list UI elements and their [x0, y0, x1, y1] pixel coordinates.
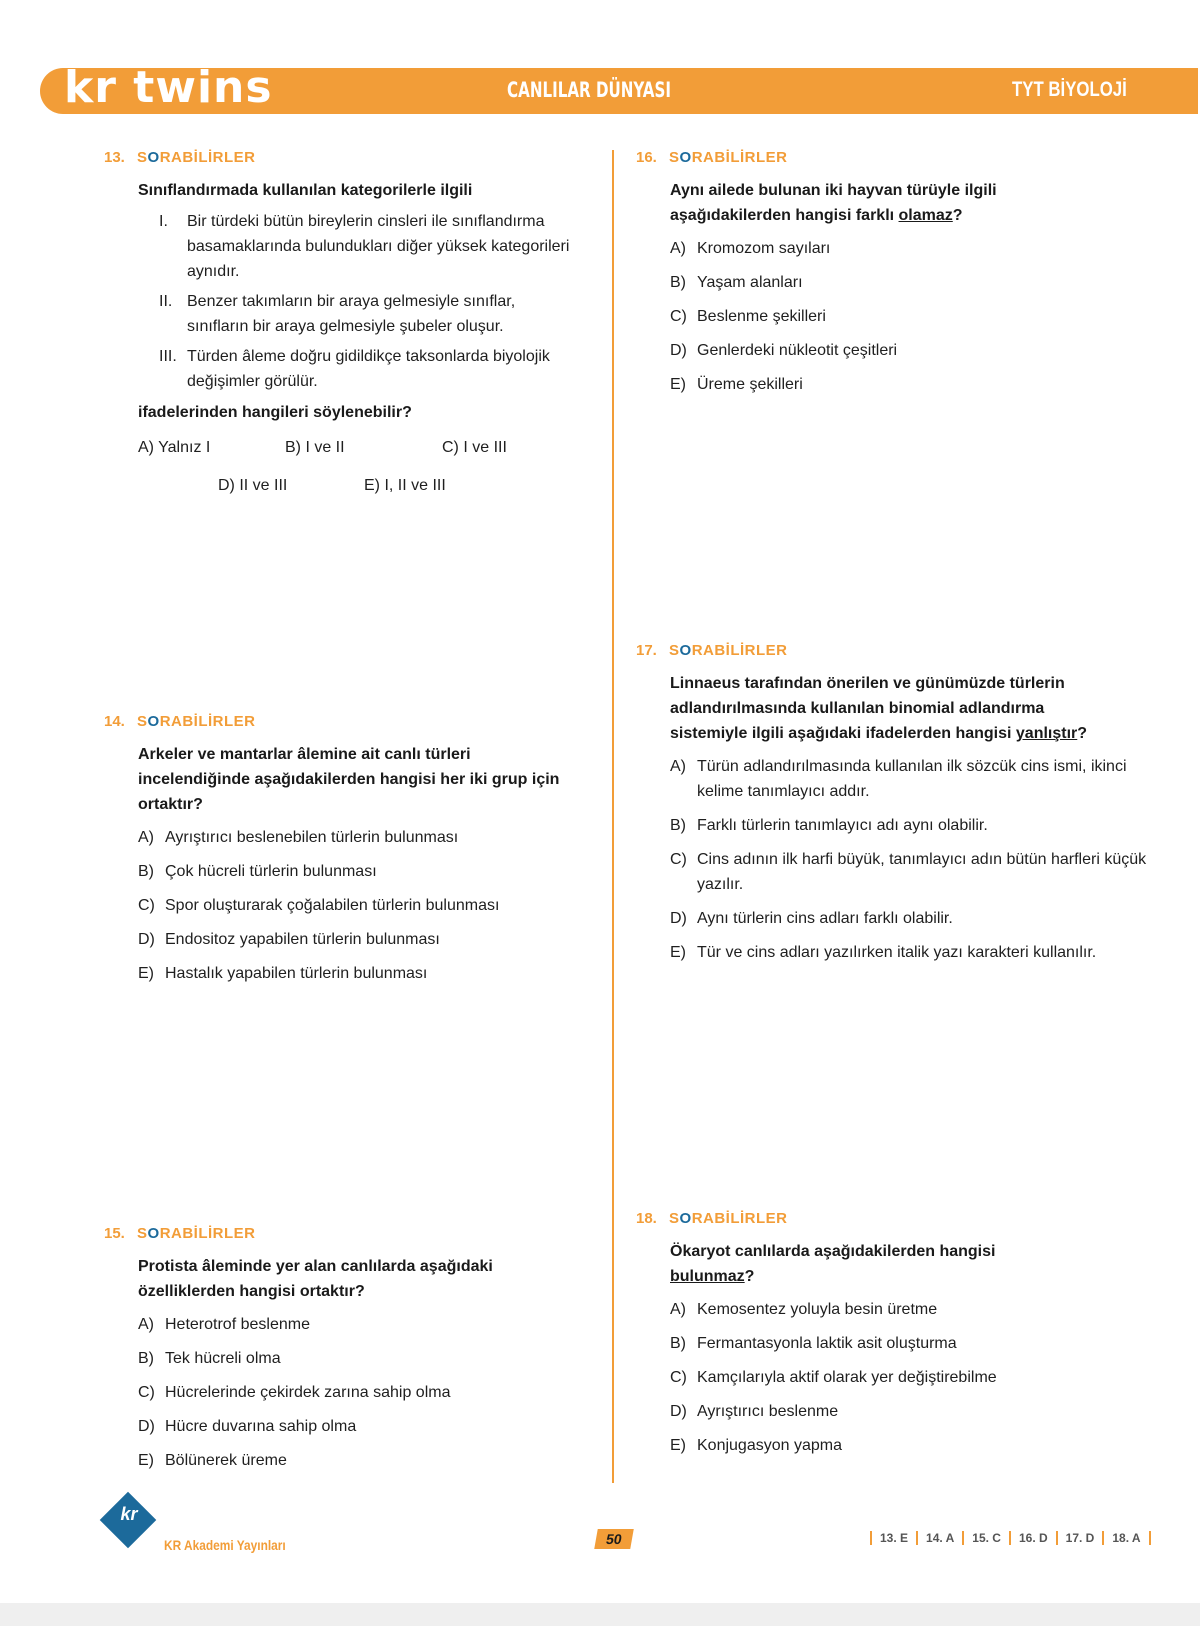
option-d[interactable]: D) Ayrıştırıcı beslenme [670, 1403, 839, 1420]
option-a[interactable]: A) Yalnız I [138, 439, 211, 456]
option-c[interactable]: C) I ve III [442, 439, 507, 456]
option-c[interactable]: C) Hücrelerinde çekirdek zarına sahip olma [138, 1384, 451, 1401]
answer-key-item: 15. C [962, 1531, 1009, 1545]
answer-options [670, 1297, 1166, 1458]
question-14 [104, 709, 574, 995]
option-c[interactable]: C) Cins adının ilk harfi büyük, tanımlayıcı adın bütün harfleri küçük yazılır. [670, 851, 1147, 893]
question-heading: 17. SORABİLİRLER [636, 642, 788, 659]
option-b[interactable]: B) Çok hücreli türlerin bulunması [138, 863, 377, 880]
option-a[interactable]: A) Kromozom sayıları [670, 240, 831, 257]
answer-key [870, 1531, 1151, 1545]
option-a[interactable]: A) Kemosentez yoluyla besin üretme [670, 1301, 938, 1318]
sorabilirler-label: SORABİLİRLER [137, 713, 256, 730]
option-a[interactable]: A) Türün adlandırılmasında kullanılan ilk sözcük cins ismi, ikinci kelime tanımlayıcı addır. [670, 758, 1127, 800]
option-e[interactable]: E) Tür ve cins adları yazılırken italik yazı karakteri kullanılır. [670, 944, 1097, 961]
question-stem: Arkeler ve mantarlar âlemine ait canlı türleri incelendiğinde aşağıdakilerden hangisi her iki grup için ortaktır? [138, 746, 560, 813]
question-13 [104, 145, 574, 515]
answer-key-item: 16. D [1009, 1531, 1056, 1545]
subject-label: TYT BİYOLOJİ [1012, 78, 1127, 101]
option-b[interactable]: B) Farklı türlerin tanımlayıcı adı aynı olabilir. [670, 817, 988, 834]
option-c[interactable]: C) Spor oluşturarak çoğalabilen türlerin bulunması [138, 897, 500, 914]
answer-options [138, 825, 574, 986]
question-15 [104, 1221, 574, 1482]
sorabilirler-label: SORABİLİRLER [669, 149, 788, 166]
option-e[interactable]: E) Bölünerek üreme [138, 1452, 287, 1469]
answer-key-item: 17. D [1056, 1531, 1103, 1545]
statement-item: II. Benzer takımların bir araya gelmesiyle sınıflar, sınıfların bir araya gelmesiyle şubeler oluşur. [159, 293, 516, 335]
bottom-margin [0, 1603, 1200, 1626]
column-divider [612, 150, 614, 1483]
question-heading: 15. SORABİLİRLER [104, 1225, 256, 1242]
answer-options [670, 754, 1166, 965]
question-heading: 13. SORABİLİRLER [104, 149, 256, 166]
statement-list [159, 209, 574, 394]
option-a[interactable]: A) Ayrıştırıcı beslenebilen türlerin bulunması [138, 829, 459, 846]
option-b[interactable]: B) Fermantasyonla laktik asit oluşturma [670, 1335, 957, 1352]
statement-item: III. Türden âleme doğru gidildikçe taksonlarda biyolojik değişimler görülür. [159, 348, 550, 390]
question-stem: Sınıflandırmada kullanılan kategorilerle ilgili [138, 182, 473, 199]
option-c[interactable]: C) Beslenme şekilleri [670, 308, 826, 325]
question-heading: 16. SORABİLİRLER [636, 149, 788, 166]
page-number: 50 [594, 1529, 634, 1549]
kr-akademi-logo-text: kr [120, 1504, 138, 1524]
page-title: CANLILAR DÜNYASI [507, 78, 671, 102]
option-b[interactable]: B) Yaşam alanları [670, 274, 803, 291]
question-heading: 18. SORABİLİRLER [636, 1210, 788, 1227]
question-heading: 14. SORABİLİRLER [104, 713, 256, 730]
option-e[interactable]: E) Konjugasyon yapma [670, 1437, 842, 1454]
option-a[interactable]: A) Heterotrof beslenme [138, 1316, 310, 1333]
option-d[interactable]: D) Endositoz yapabilen türlerin bulunması [138, 931, 440, 948]
option-d[interactable]: D) II ve III [218, 477, 288, 494]
sorabilirler-label: SORABİLİRLER [137, 149, 256, 166]
question-stem: Aynı ailede bulunan iki hayvan türüyle ilgili aşağıdakilerden hangisi farklı olamaz? [670, 182, 997, 224]
answer-key-item: 14. A [916, 1531, 962, 1545]
option-d[interactable]: D) Aynı türlerin cins adları farklı olabilir. [670, 910, 953, 927]
question-stem: Protista âleminde yer alan canlılarda aşağıdaki özelliklerden hangisi ortaktır? [138, 1258, 493, 1300]
answer-key-item: 18. A [1102, 1531, 1150, 1545]
statement-item: I. Bir türdeki bütün bireylerin cinsleri ile sınıflandırma basamaklarında bulundukları diğer yüksek kategorileri aynıdır. [159, 213, 570, 280]
answer-options [670, 236, 1166, 397]
answer-options [138, 1312, 574, 1473]
question-stem: Ökaryot canlılarda aşağıdakilerden hangisi bulunmaz? [670, 1243, 996, 1285]
answer-options [138, 435, 574, 515]
option-e[interactable]: E) Hastalık yapabilen türlerin bulunması [138, 965, 428, 982]
question-18 [636, 1206, 1166, 1467]
sorabilirler-label: SORABİLİRLER [669, 642, 788, 659]
option-b[interactable]: B) I ve II [285, 439, 345, 456]
option-d[interactable]: D) Hücre duvarına sahip olma [138, 1418, 357, 1435]
option-e[interactable]: E) I, II ve III [364, 477, 446, 494]
question-16 [636, 145, 1166, 406]
question-17 [636, 638, 1166, 974]
option-c[interactable]: C) Kamçılarıyla aktif olarak yer değiştirebilme [670, 1369, 997, 1386]
kr-twins-logo: kr twins [64, 62, 273, 113]
sorabilirler-label: SORABİLİRLER [669, 1210, 788, 1227]
question-stem: Linnaeus tarafından önerilen ve günümüzde türlerin adlandırılmasında kullanılan binomial adlandırma sistemiyle ilgili aşağıdaki ifadelerden hangisi yanlıştır? [670, 675, 1088, 742]
question-prompt: ifadelerinden hangileri söylenebilir? [138, 404, 412, 421]
publisher-name: KR Akademi Yayınları [164, 1537, 286, 1553]
sorabilirler-label: SORABİLİRLER [137, 1225, 256, 1242]
option-b[interactable]: B) Tek hücreli olma [138, 1350, 281, 1367]
answer-key-item: 13. E [870, 1531, 916, 1545]
option-e[interactable]: E) Üreme şekilleri [670, 376, 803, 393]
option-d[interactable]: D) Genlerdeki nükleotit çeşitleri [670, 342, 898, 359]
